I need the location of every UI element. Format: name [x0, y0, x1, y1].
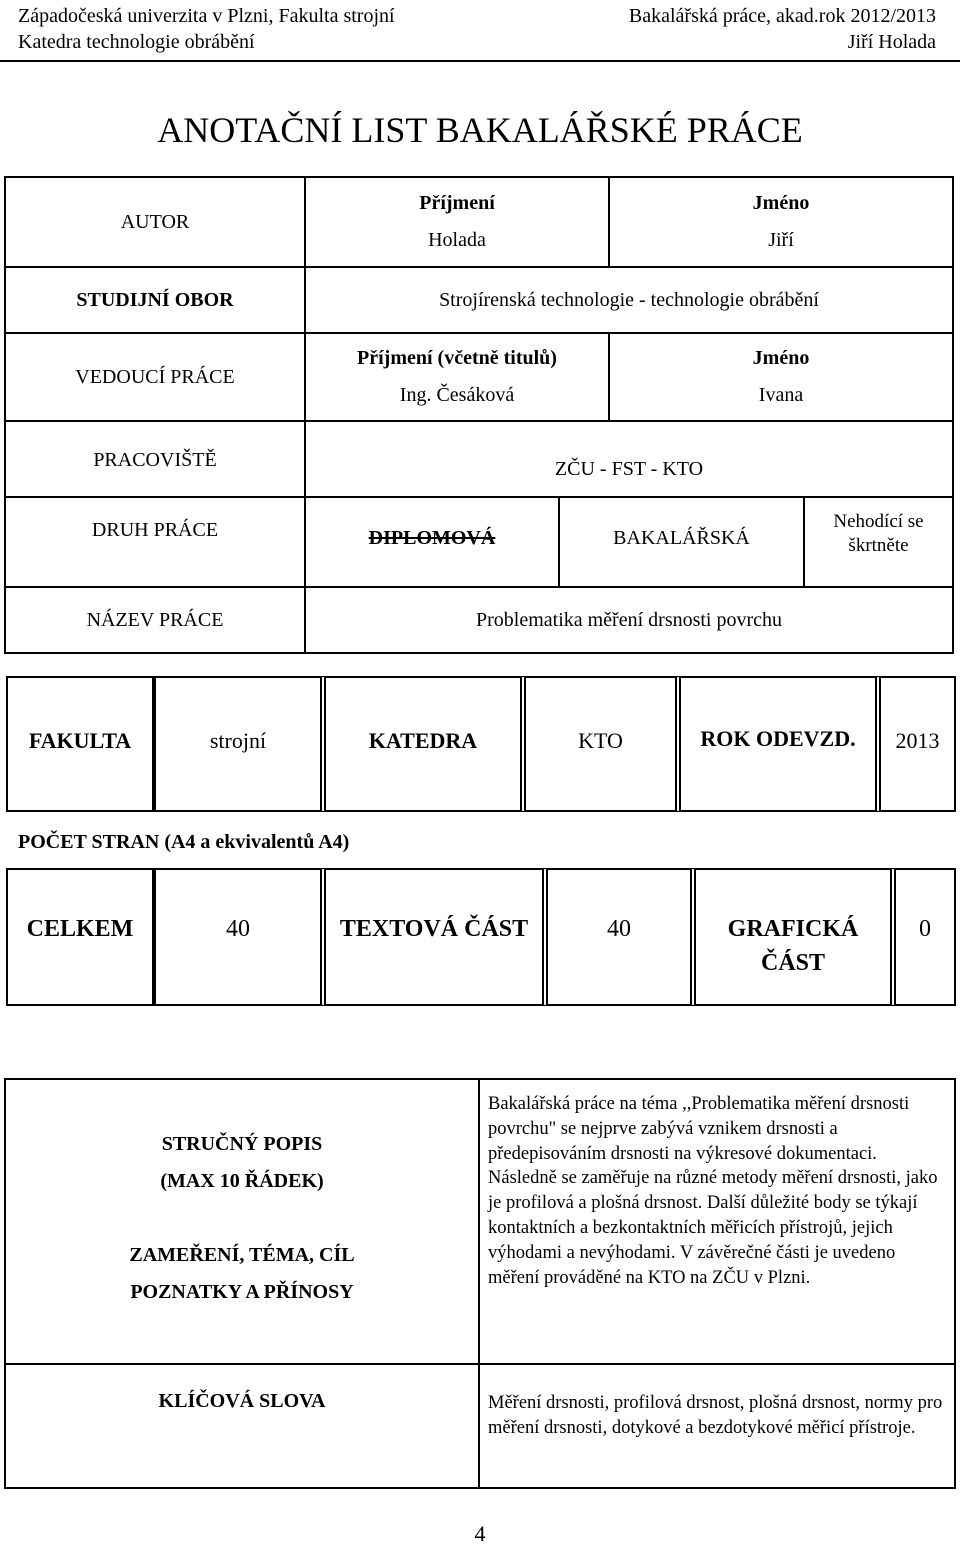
- summary-label-4: POZNATKY A PŘÍNOSY: [130, 1281, 354, 1303]
- page-count-table: [6, 868, 956, 1006]
- summary-label-1: STRUČNÝ POPIS: [161, 1133, 323, 1155]
- fakulta-value: strojní: [156, 676, 326, 812]
- page-count-label: POČET STRAN (A4 a ekvivalentů A4): [18, 831, 350, 853]
- name-label: Jméno: [752, 192, 810, 214]
- autor-surname-cell: [305, 177, 609, 267]
- page-number: 4: [474, 1521, 486, 1546]
- druh-option-bakalarska: BAKALÁŘSKÁ: [559, 497, 804, 587]
- header-author: Jiří Holada: [847, 31, 936, 53]
- summary-label-cell: [5, 1079, 479, 1364]
- nazev-value: Problematika měření drsnosti povrchu: [305, 587, 953, 653]
- keywords-label: KLÍČOVÁ SLOVA: [5, 1364, 479, 1488]
- druh-option-diplomova: [305, 497, 559, 587]
- faculty-table: [6, 676, 956, 812]
- katedra-label: KATEDRA: [326, 676, 526, 812]
- druh-note: Nehodící se škrtněte: [804, 497, 953, 587]
- autor-label: AUTOR: [5, 177, 305, 267]
- druh-option-diplomova-text: DIPLOMOVÁ: [368, 527, 496, 549]
- katedra-value: KTO: [526, 676, 681, 812]
- header-thesis-info: Bakalářská práce, akad.rok 2012/2013: [628, 5, 936, 27]
- summary-label-3: ZAMEŘENÍ, TÉMA, CÍL: [129, 1244, 355, 1266]
- pracoviste-label: PRACOVIŠTĚ: [5, 421, 305, 497]
- header-rule: [0, 60, 960, 62]
- header-department: Katedra technologie obrábění: [18, 31, 255, 53]
- vedouci-label: VEDOUCÍ PRÁCE: [5, 333, 305, 421]
- header-university: Západočeská univerzita v Plzni, Fakulta strojní: [18, 5, 395, 27]
- rok-label: ROK ODEVZD.: [681, 676, 881, 812]
- vedouci-name-label: Jméno: [752, 347, 810, 369]
- summary-text: Bakalářská práce na téma ,,Problematika měření drsnosti povrchu" se nejprve zabývá vznikem drsnosti a předepisováním drsnosti na výkresové dokumentaci. Následně se zaměřuje na různé metody měření drsnosti, jako je profilová a plošná drsnost. Další důležité body se týkají kontaktních a bezkontaktních měřicích přístrojů, jejich výhodami a nevýhodami. V závěrečné části je uvedeno měření prováděné na KTO na ZČU v Plzni.: [479, 1079, 955, 1364]
- main-info-table: [4, 176, 954, 654]
- surname-value: Holada: [428, 229, 486, 251]
- surname-label: Příjmení: [419, 192, 495, 214]
- vedouci-surname-value: Ing. Česáková: [399, 384, 515, 406]
- vedouci-surname-label: Příjmení (včetně titulů): [357, 347, 557, 369]
- fakulta-label: FAKULTA: [6, 676, 156, 812]
- pracoviste-value: ZČU - FST - KTO: [305, 421, 953, 497]
- keywords-text: Měření drsnosti, profilová drsnost, plošná drsnost, normy pro měření drsnosti, dotykové a bezdotykové měřicí přístroje.: [479, 1364, 955, 1488]
- vedouci-surname-cell: [305, 333, 609, 421]
- name-value: Jiří: [768, 229, 794, 251]
- obor-value: Strojírenská technologie - technologie obrábění: [305, 267, 953, 333]
- textova-value: 40: [548, 868, 696, 1006]
- nazev-label: NÁZEV PRÁCE: [5, 587, 305, 653]
- textova-label: TEXTOVÁ ČÁST: [326, 868, 548, 1006]
- obor-label: STUDIJNÍ OBOR: [5, 267, 305, 333]
- rok-value: 2013: [881, 676, 956, 812]
- summary-table: [4, 1078, 956, 1489]
- page-title: ANOTAČNÍ LIST BAKALÁŘSKÉ PRÁCE: [157, 110, 803, 150]
- graficka-value: 0: [896, 868, 956, 1006]
- summary-label-2: (MAX 10 ŘÁDEK): [160, 1170, 324, 1192]
- druh-label: DRUH PRÁCE: [5, 497, 305, 587]
- vedouci-name-value: Ivana: [758, 384, 804, 406]
- vedouci-name-cell: [609, 333, 953, 421]
- celkem-value: 40: [156, 868, 326, 1006]
- graficka-label: GRAFICKÁ ČÁST: [696, 868, 896, 1006]
- autor-name-cell: [609, 177, 953, 267]
- celkem-label: CELKEM: [6, 868, 156, 1006]
